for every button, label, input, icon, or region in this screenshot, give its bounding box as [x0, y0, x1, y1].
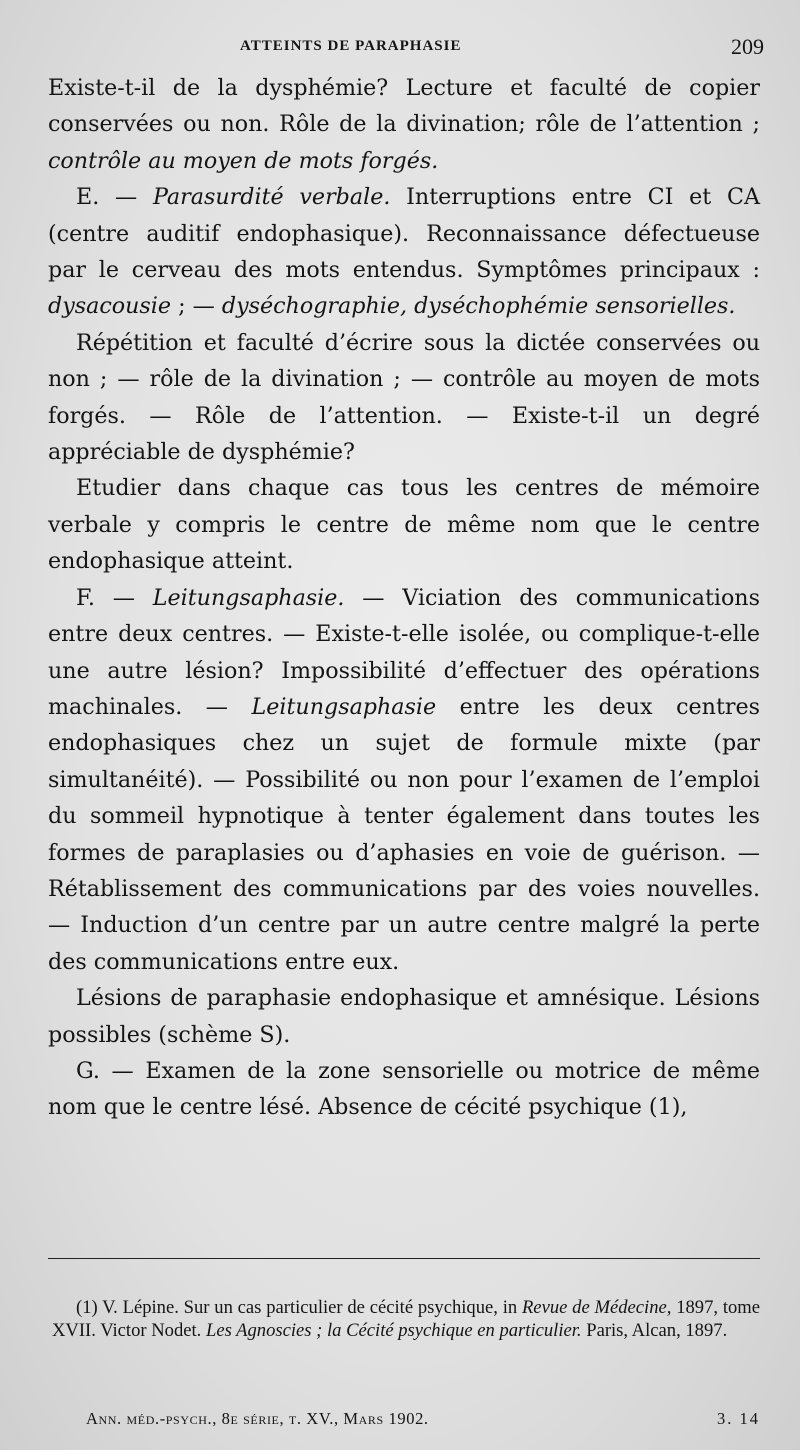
section-heading: Leitungsaphasie.	[152, 584, 345, 611]
page-header	[48, 34, 764, 64]
paragraph-section-g: G. — Examen de la zone sensorielle ou motrice de même nom que le centre lésé. Absence de cécité psychique (1),	[48, 1057, 760, 1121]
section-label: E. —	[76, 184, 153, 211]
italic-phrase: contrôle au moyen de mots forgés.	[48, 147, 439, 174]
body-text	[48, 70, 760, 1126]
running-title: ATTEINTS DE PARAPHASIE	[240, 38, 462, 54]
paragraph-text: Existe-t-il de la dysphémie? Lecture et faculté de copier conservées ou non. Rôle de la divination; rôle de l’attention ;	[48, 75, 760, 138]
footnote-text: Paris, Alcan, 1897.	[581, 1320, 728, 1341]
footnote-italic: Les Agnoscies ; la Cécité psychique en particulier.	[205, 1320, 582, 1341]
paragraph-text: Interruptions entre CI et CA (centre auditif endophasique). Reconnaissance défectueuse par le cerveau des mots entendus. Symptômes principaux :	[48, 184, 760, 284]
signature-mark: 3. 14	[717, 1409, 760, 1428]
paragraph-repetition: Répétition et faculté d’écrire sous la dictée conservées ou non ; — rôle de la divination ; — contrôle au moyen de mots forgés. — Rôle de l’attention. — Existe-t-il un degré appréciable de dysphémie?	[48, 329, 760, 466]
section-label: F. —	[76, 584, 153, 611]
paragraph-section-e	[48, 179, 760, 325]
footnote-text: 1897, tome XVII. Victor Nodet.	[52, 1297, 761, 1341]
italic-term: Leitungsaphasie	[251, 693, 437, 720]
separator: ; —	[171, 293, 222, 320]
paragraph-lesions: Lésions de paraphasie endophasique et amnésique. Lésions possibles (schème S).	[48, 985, 760, 1048]
italic-term: dysacousie	[48, 293, 172, 320]
italic-term: dyséchographie, dyséchophémie sensorielles.	[221, 293, 736, 320]
footnote-divider	[48, 1258, 760, 1259]
paragraph-text: — Viciation des communications entre deux centres. — Existe-t-elle isolée, ou complique-t-elle une autre lésion? Impossibilité d’effectuer des opérations machinales. —	[48, 584, 760, 720]
page-number: 209	[731, 34, 764, 59]
paragraph-text: entre les deux centres endophasiques chez un sujet de formule mixte (par simultanéité). — Possibilité ou non pour l’examen de l’emploi du sommeil hypnotique à tenter également dans toutes les formes de paraplasies ou d’aphasies en voie de guérison. — Rétablissement des communications par des voies nouvelles. — Induction d’un centre par un autre centre malgré la perte des communications entre eux.	[48, 693, 760, 975]
footnote-1	[52, 1296, 760, 1342]
paragraph-dysphemie	[48, 70, 760, 179]
journal-reference: Ann. méd.-psych., 8e série, t. XV., Mars 1902.	[86, 1409, 429, 1428]
section-heading: Parasurdité verbale.	[153, 184, 391, 211]
footnote-italic: Revue de Médecine,	[521, 1297, 672, 1318]
footnote-text: (1) V. Lépine. Sur un cas particulier de cécité psychique, in	[76, 1297, 522, 1318]
footnotes	[52, 1296, 760, 1342]
paragraph-etudier: Etudier dans chaque cas tous les centres de mémoire verbale y compris le centre de même nom que le centre endophasique atteint.	[48, 475, 760, 575]
paragraph-section-f	[48, 580, 760, 980]
